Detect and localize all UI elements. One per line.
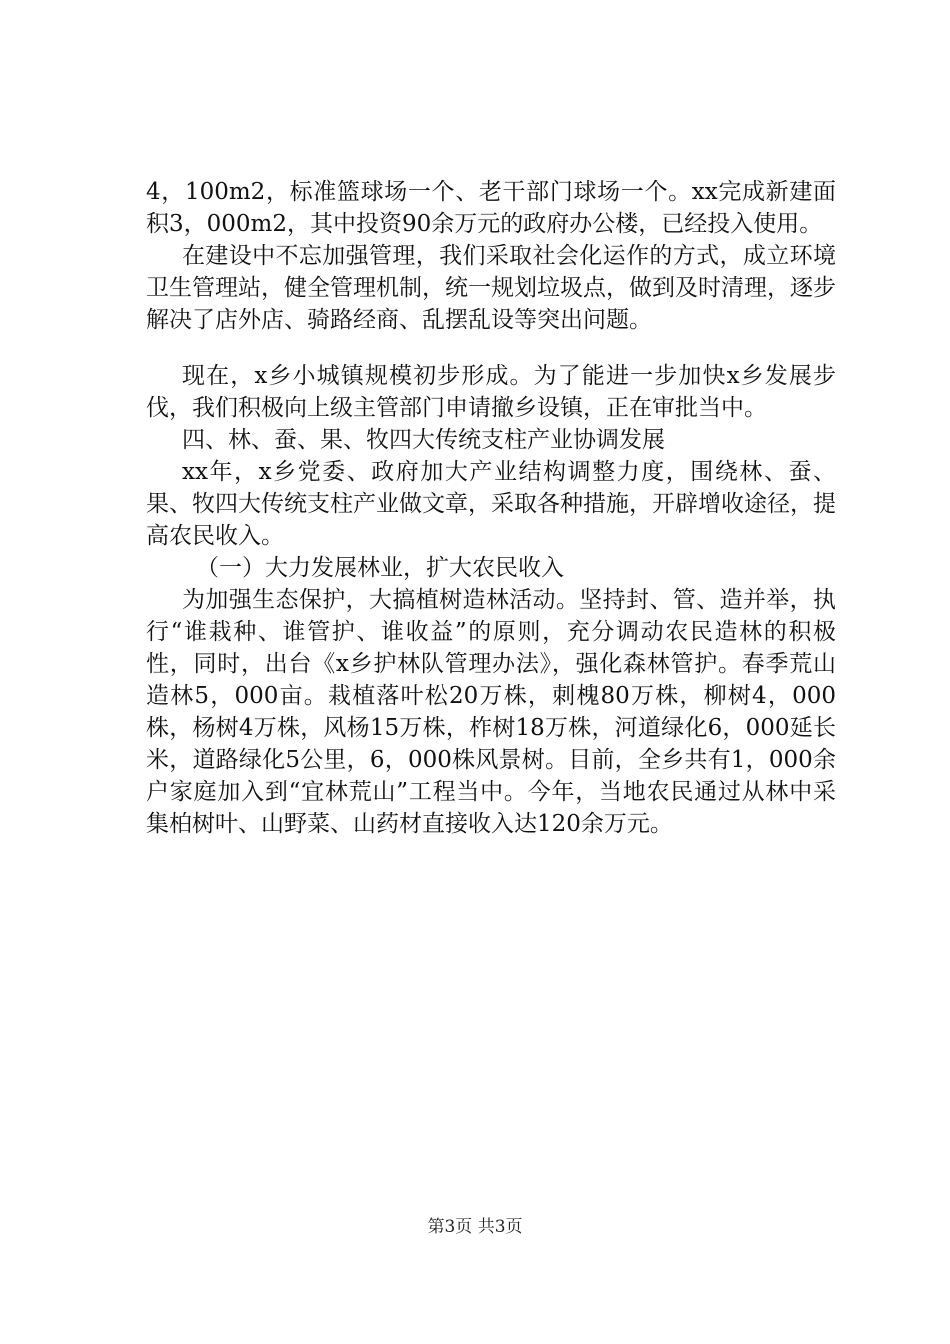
section-heading-four-industries: 四、林、蚕、果、牧四大传统支柱产业协调发展 xyxy=(182,427,665,453)
paragraph-construction-summary: 4，100m2，标准篮球场一个、老干部门球场一个。xx完成新建面积3，000m2，其中投资90余万元的政府办公楼，已经投入使用。 xyxy=(146,179,836,237)
paragraph-management: 在建设中不忘加强管理，我们采取社会化运作的方式，成立环境卫生管理站，健全管理机制，统一规划垃圾点，做到及时清理，逐步解决了店外店、骑路经商、乱摆乱设等突出问题。 xyxy=(146,243,836,333)
subsection-heading-forestry: （一）大力发展林业，扩大农民收入 xyxy=(196,555,564,581)
paragraph-gap xyxy=(146,336,836,360)
page-number-footer: 第3页 共3页 xyxy=(427,1217,523,1237)
paragraph-forestry-details: 为加强生态保护，大搞植树造林活动。坚持封、管、造并举，执行“谁栽种、谁管护、谁收益”的原则，充分调动农民造林的积极性，同时，出台《x乡护林队管理办法》，强化森林管护。春季荒山造林5，000亩。栽植落叶松20万株，刺槐80万株，柳树4，000株，杨树4万株，风杨15万株，柞树18万株，河道绿化6，000延长米，道路绿化5公里，6，000株风景树。目前，全乡共有1，000余户家庭加入到“宜林荒山”工程当中。今年，当地农民通过从林中采集柏树叶、山野菜、山药材直接收入达120余万元。 xyxy=(146,587,836,837)
paragraph-town-scale: 现在，x乡小城镇规模初步形成。为了能进一步加快x乡发展步伐，我们积极向上级主管部门申请撤乡设镇，正在审批当中。 xyxy=(146,363,836,421)
paragraph-industry-adjustment: xx年，x乡党委、政府加大产业结构调整力度，围绕林、蚕、果、牧四大传统支柱产业做文章，采取各种措施，开辟增收途径，提高农民收入。 xyxy=(146,459,836,549)
document-body xyxy=(146,176,836,840)
